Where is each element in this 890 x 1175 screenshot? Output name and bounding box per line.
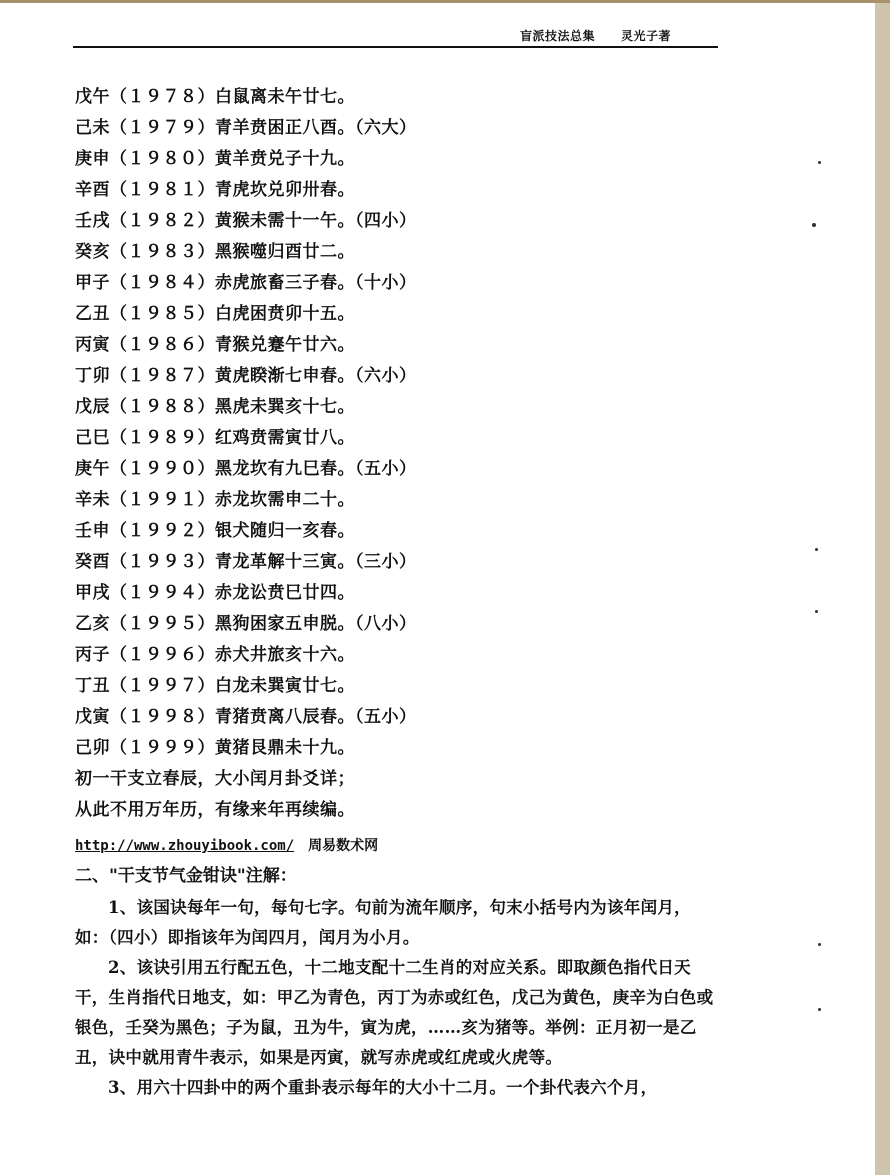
year-line: 戊寅（１９９８）青猪贲离八辰春。（五小）: [75, 707, 417, 727]
year-line: 壬戌（１９８２）黄猴未需十一午。（四小）: [75, 211, 417, 231]
year-line: 癸亥（１９８３）黑猴噬归酉廿二。: [75, 242, 355, 262]
header-rule: [73, 46, 718, 48]
year-lines-list: [75, 82, 417, 826]
year-line: 庚申（１９８０）黄羊贲兑子十九。: [75, 149, 355, 169]
year-line: 壬申（１９９２）银犬随归一亥春。: [75, 521, 355, 541]
site-name: 周易数术网: [308, 838, 379, 854]
year-line: 甲子（１９８４）赤虎旅畜三子春。（十小）: [75, 273, 417, 293]
verse-line: 初一干支立春辰，大小闰月卦爻详；: [75, 769, 355, 789]
source-link-row: [75, 835, 378, 855]
year-line: 丁卯（１９８７）黄虎睽渐七申春。（六小）: [75, 366, 417, 386]
scan-speck: [812, 223, 816, 227]
scan-speck: [815, 610, 818, 613]
year-line: 辛酉（１９８１）青虎坎兑卯卅春。: [75, 180, 355, 200]
viewer-side-margin: [875, 3, 890, 1175]
scan-speck: [818, 1008, 821, 1011]
verse-line: 从此不用万年历，有缘来年再续编。: [75, 800, 355, 820]
year-line: 己未（１９７９）青羊贲困正八酉。（六大）: [75, 118, 417, 138]
source-link[interactable]: http://www.zhouyibook.com/: [75, 838, 295, 854]
scan-speck: [818, 161, 821, 164]
note-paragraph: 3、用六十四卦中的两个重卦表示每年的大小十二月。一个卦代表六个月，: [108, 1078, 658, 1097]
note-paragraph: 2、该诀引用五行配五色，十二地支配十二生肖的对应关系。即取颜色指代日天干，生肖指代日地支，如：甲乙为青色，丙丁为赤或红色，戊己为黄色，庚辛为白色或银色，壬癸为黑色；子为鼠，丑为牛，寅为虎，……亥为猪等。举例：正月初一是乙丑，诀中就用青牛表示，如果是丙寅，就写赤虎或红虎或火虎等。: [75, 958, 714, 1067]
year-line: 癸酉（１９９３）青龙革解十三寅。（三小）: [75, 552, 417, 572]
year-line: 庚午（１９９０）黑龙坎有九巳春。（五小）: [75, 459, 417, 479]
year-line: 丁丑（１９９７）白龙未巽寅廿七。: [75, 676, 355, 696]
scan-speck: [818, 943, 821, 946]
year-line: 乙丑（１９８５）白虎困贲卯十五。: [75, 304, 355, 324]
page-header: [520, 27, 697, 44]
notes-title: 二、"干支节气金钳诀"注解：: [75, 866, 297, 886]
year-line: 辛未（１９９１）赤龙坎需申二十。: [75, 490, 355, 510]
scan-speck: [815, 548, 818, 551]
year-line: 丙寅（１９８６）青猴兑蹇午廿六。: [75, 335, 355, 355]
year-line: 甲戌（１９９４）赤龙讼贲巳廿四。: [75, 583, 355, 603]
note-paragraph: 1、该国诀每年一句，每句七字。句前为流年顺序，句末小括号内为该年闰月，如：（四小）即指该年为闰四月，闰月为小月。: [75, 898, 691, 947]
year-line: 乙亥（１９９５）黑狗困家五申脱。（八小）: [75, 614, 417, 634]
notes-section: [75, 861, 720, 1103]
year-line: 己卯（１９９９）黄猪艮鼎未十九。: [75, 738, 355, 758]
year-line: 己巳（１９８９）红鸡贲需寅廿八。: [75, 428, 355, 448]
header-author: 灵光子著: [621, 29, 672, 43]
header-title: 盲派技法总集: [520, 29, 596, 43]
year-line: 丙子（１９９６）赤犬井旅亥十六。: [75, 645, 355, 665]
year-line: 戊午（１９７８）白鼠离未午廿七。: [75, 87, 355, 107]
year-line: 戊辰（１９８８）黑虎未巽亥十七。: [75, 397, 355, 417]
document-page: [0, 3, 875, 1175]
